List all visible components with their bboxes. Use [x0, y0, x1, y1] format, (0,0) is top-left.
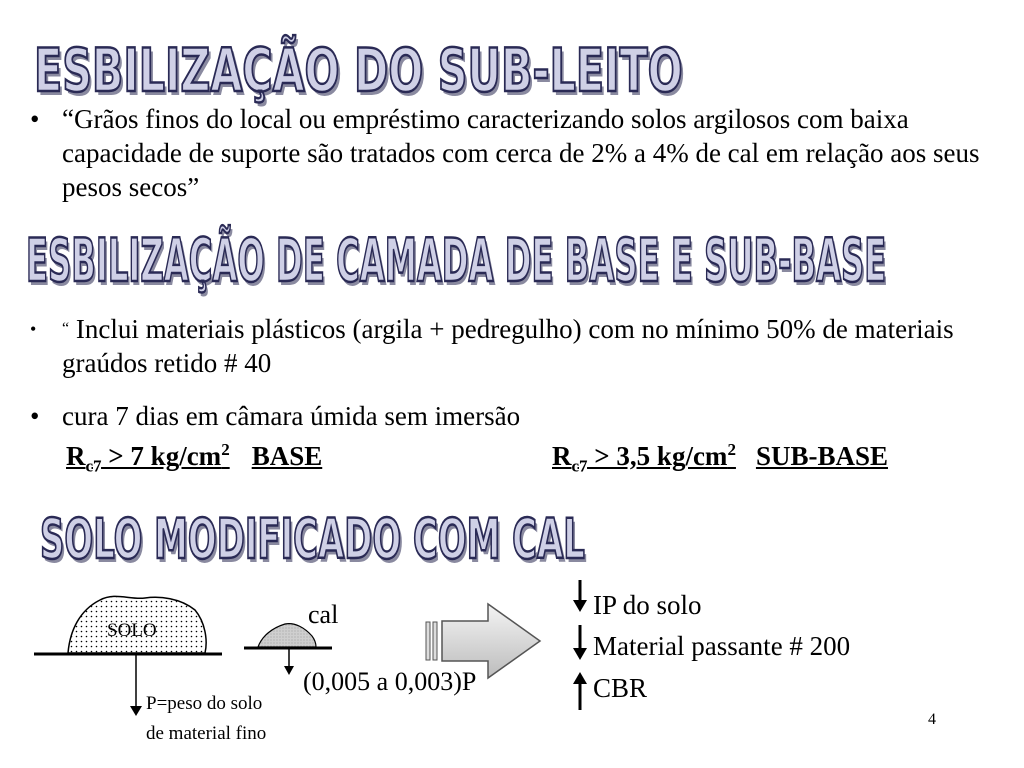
bullet-text-cura: cura 7 dias em câmara úmida sem imersão [62, 401, 521, 431]
rc7-base: $R_{c7} > 7$ $kg/cm^2$ [66, 440, 230, 476]
bullet-item-1 [30, 102, 1005, 204]
down-arrow-ip [573, 580, 587, 612]
quote-mark: “ [62, 320, 70, 337]
peso-label-2: de material fino [146, 723, 267, 744]
rc7-subbase: $R_{c7} > 3,5$ $kg/cm^2$ [552, 440, 736, 476]
title-subleito: ESBILIZAÇÃO DO SUB-LEITO [34, 36, 683, 106]
ratio-label: (0,005 a 0,003)P [303, 667, 477, 696]
bullet-text-graos: “Grãos finos do local ou empréstimo caracterizando solos argilosos com baixa capacidade de suporte são tratados com cerca de 2% a 4% de cal em relação aos seus pesos secos” [62, 104, 980, 202]
subbase-label: SUB-BASE [755, 441, 888, 471]
title-solo-modificado: SOLO MODIFICADO COM CAL [40, 508, 585, 572]
formula-base [66, 440, 322, 476]
solo-label: SOLO [107, 620, 157, 641]
bullet-marker: • [30, 319, 37, 339]
page-number: 4 [928, 711, 936, 728]
formula-subbase [552, 440, 888, 476]
cal-label: cal [308, 600, 339, 629]
base-label: BASE [251, 441, 323, 471]
up-arrow-cbr [573, 672, 587, 710]
effect-ip: IP do solo [593, 590, 702, 620]
bullet-item-3 [30, 399, 1005, 433]
effect-passante: Material passante # 200 [593, 631, 851, 661]
bullet-text-inclui [62, 312, 992, 380]
effect-cbr: CBR [593, 673, 648, 703]
title-base-subbase: ESBILIZAÇÃO DE CAMADA DE BASE E SUB-BASE [26, 226, 887, 296]
inclui-text: Inclui materiais plásticos (argila + pedregulho) com no mínimo 50% de materiais graúdos retido # 40 [62, 314, 954, 378]
bullet-item-2 [30, 312, 1005, 380]
down-arrow-passante [573, 625, 587, 660]
bullet-marker: • [30, 104, 40, 134]
peso-label-1: P=peso do solo [146, 693, 263, 714]
bullet-marker: • [30, 401, 40, 431]
